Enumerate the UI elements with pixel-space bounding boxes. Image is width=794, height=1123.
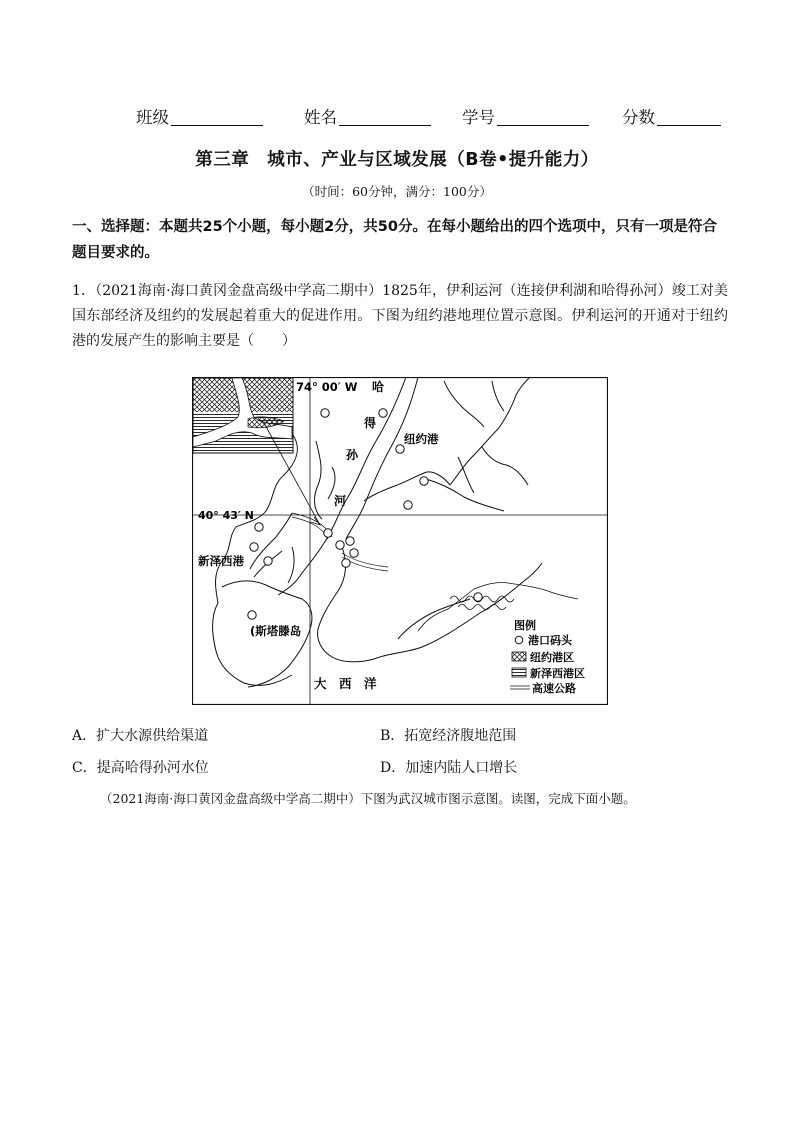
option-a-text: 扩大水源供给渠道 — [96, 728, 209, 744]
new-york-port-map — [192, 377, 608, 705]
option-b-text: 拓宽经济腹地范围 — [404, 728, 517, 744]
legend-nj-area-label: 新泽西港区 — [530, 667, 585, 680]
ny-port-label: 纽约港 — [404, 432, 439, 446]
legend-hlines-symbol — [512, 668, 526, 677]
student-info-row — [0, 104, 794, 132]
option-b[interactable] — [380, 725, 516, 745]
page-title: 第三章 城市、产业与区域发展（B卷•提升能力） — [195, 150, 599, 170]
legend-circle-symbol — [515, 636, 523, 644]
option-a-letter: A． — [72, 728, 97, 744]
student-id-field[interactable] — [462, 104, 589, 128]
score-field[interactable] — [622, 104, 721, 128]
legend-highway-label: 高速公路 — [532, 682, 576, 695]
score-label: 分数 — [622, 108, 655, 127]
inset-map — [193, 378, 293, 453]
exam-time-info: （时间：60分钟，满分：100分） — [302, 184, 492, 199]
option-c[interactable] — [72, 757, 209, 777]
name-label: 姓名 — [304, 108, 337, 127]
question-1-stem: 1．（2021海南·海口黄冈金盘高级中学高二期中）1825年，伊利运河（连接伊利湖和哈得孙河）竣工对美国东部经济及纽约的发展起着重大的促进作用。下图为纽约港地理位置示意图。伊利运河的开通对于纽约港的发展产生的影响主要是（ ） — [72, 283, 728, 349]
score-blank[interactable] — [657, 107, 721, 126]
name-blank[interactable] — [339, 107, 431, 126]
nj-port-label: 新泽西港 — [198, 554, 244, 568]
option-c-letter: C． — [72, 760, 97, 776]
legend-ports-label: 港口码头 — [528, 634, 572, 647]
name-field[interactable] — [304, 104, 431, 128]
option-c-text: 提高哈得孙河水位 — [96, 760, 209, 776]
student-id-label: 学号 — [462, 108, 495, 127]
section-heading: 一、选择题：本题共25个小题，每小题2分，共50分。在每小题给出的四个选项中，只有一项是符合题目要求的。 — [72, 219, 717, 261]
class-blank[interactable] — [171, 107, 263, 126]
river-char-4: 河 — [334, 494, 347, 508]
option-a[interactable] — [72, 725, 208, 745]
legend-ny-area-label: 纽约港区 — [530, 651, 574, 664]
class-label: 班级 — [136, 108, 169, 127]
class-field[interactable] — [136, 104, 263, 128]
legend-crosshatch-symbol — [512, 652, 526, 661]
next-question-intro: （2021海南·海口黄冈金盘高级中学高二期中）下图为武汉城市图示意图。读图，完成下面小题。 — [100, 791, 636, 806]
option-b-letter: B． — [380, 728, 405, 744]
option-d-letter: D． — [380, 760, 406, 776]
river-char-1: 哈 — [372, 380, 385, 394]
staten-island-label: (斯塔滕岛 — [250, 624, 302, 638]
latitude-label: 40° 43′ N — [198, 509, 254, 522]
option-d-text: 加速内陆人口增长 — [405, 760, 518, 776]
legend-title: 图例 — [514, 619, 536, 632]
ocean-label: 大 西 洋 — [314, 676, 377, 691]
option-d[interactable] — [380, 757, 517, 777]
longitude-label: 74° 00′ W — [296, 380, 358, 394]
river-char-2: 得 — [364, 416, 377, 430]
river-char-3: 孙 — [346, 448, 359, 462]
student-id-blank[interactable] — [497, 107, 589, 126]
